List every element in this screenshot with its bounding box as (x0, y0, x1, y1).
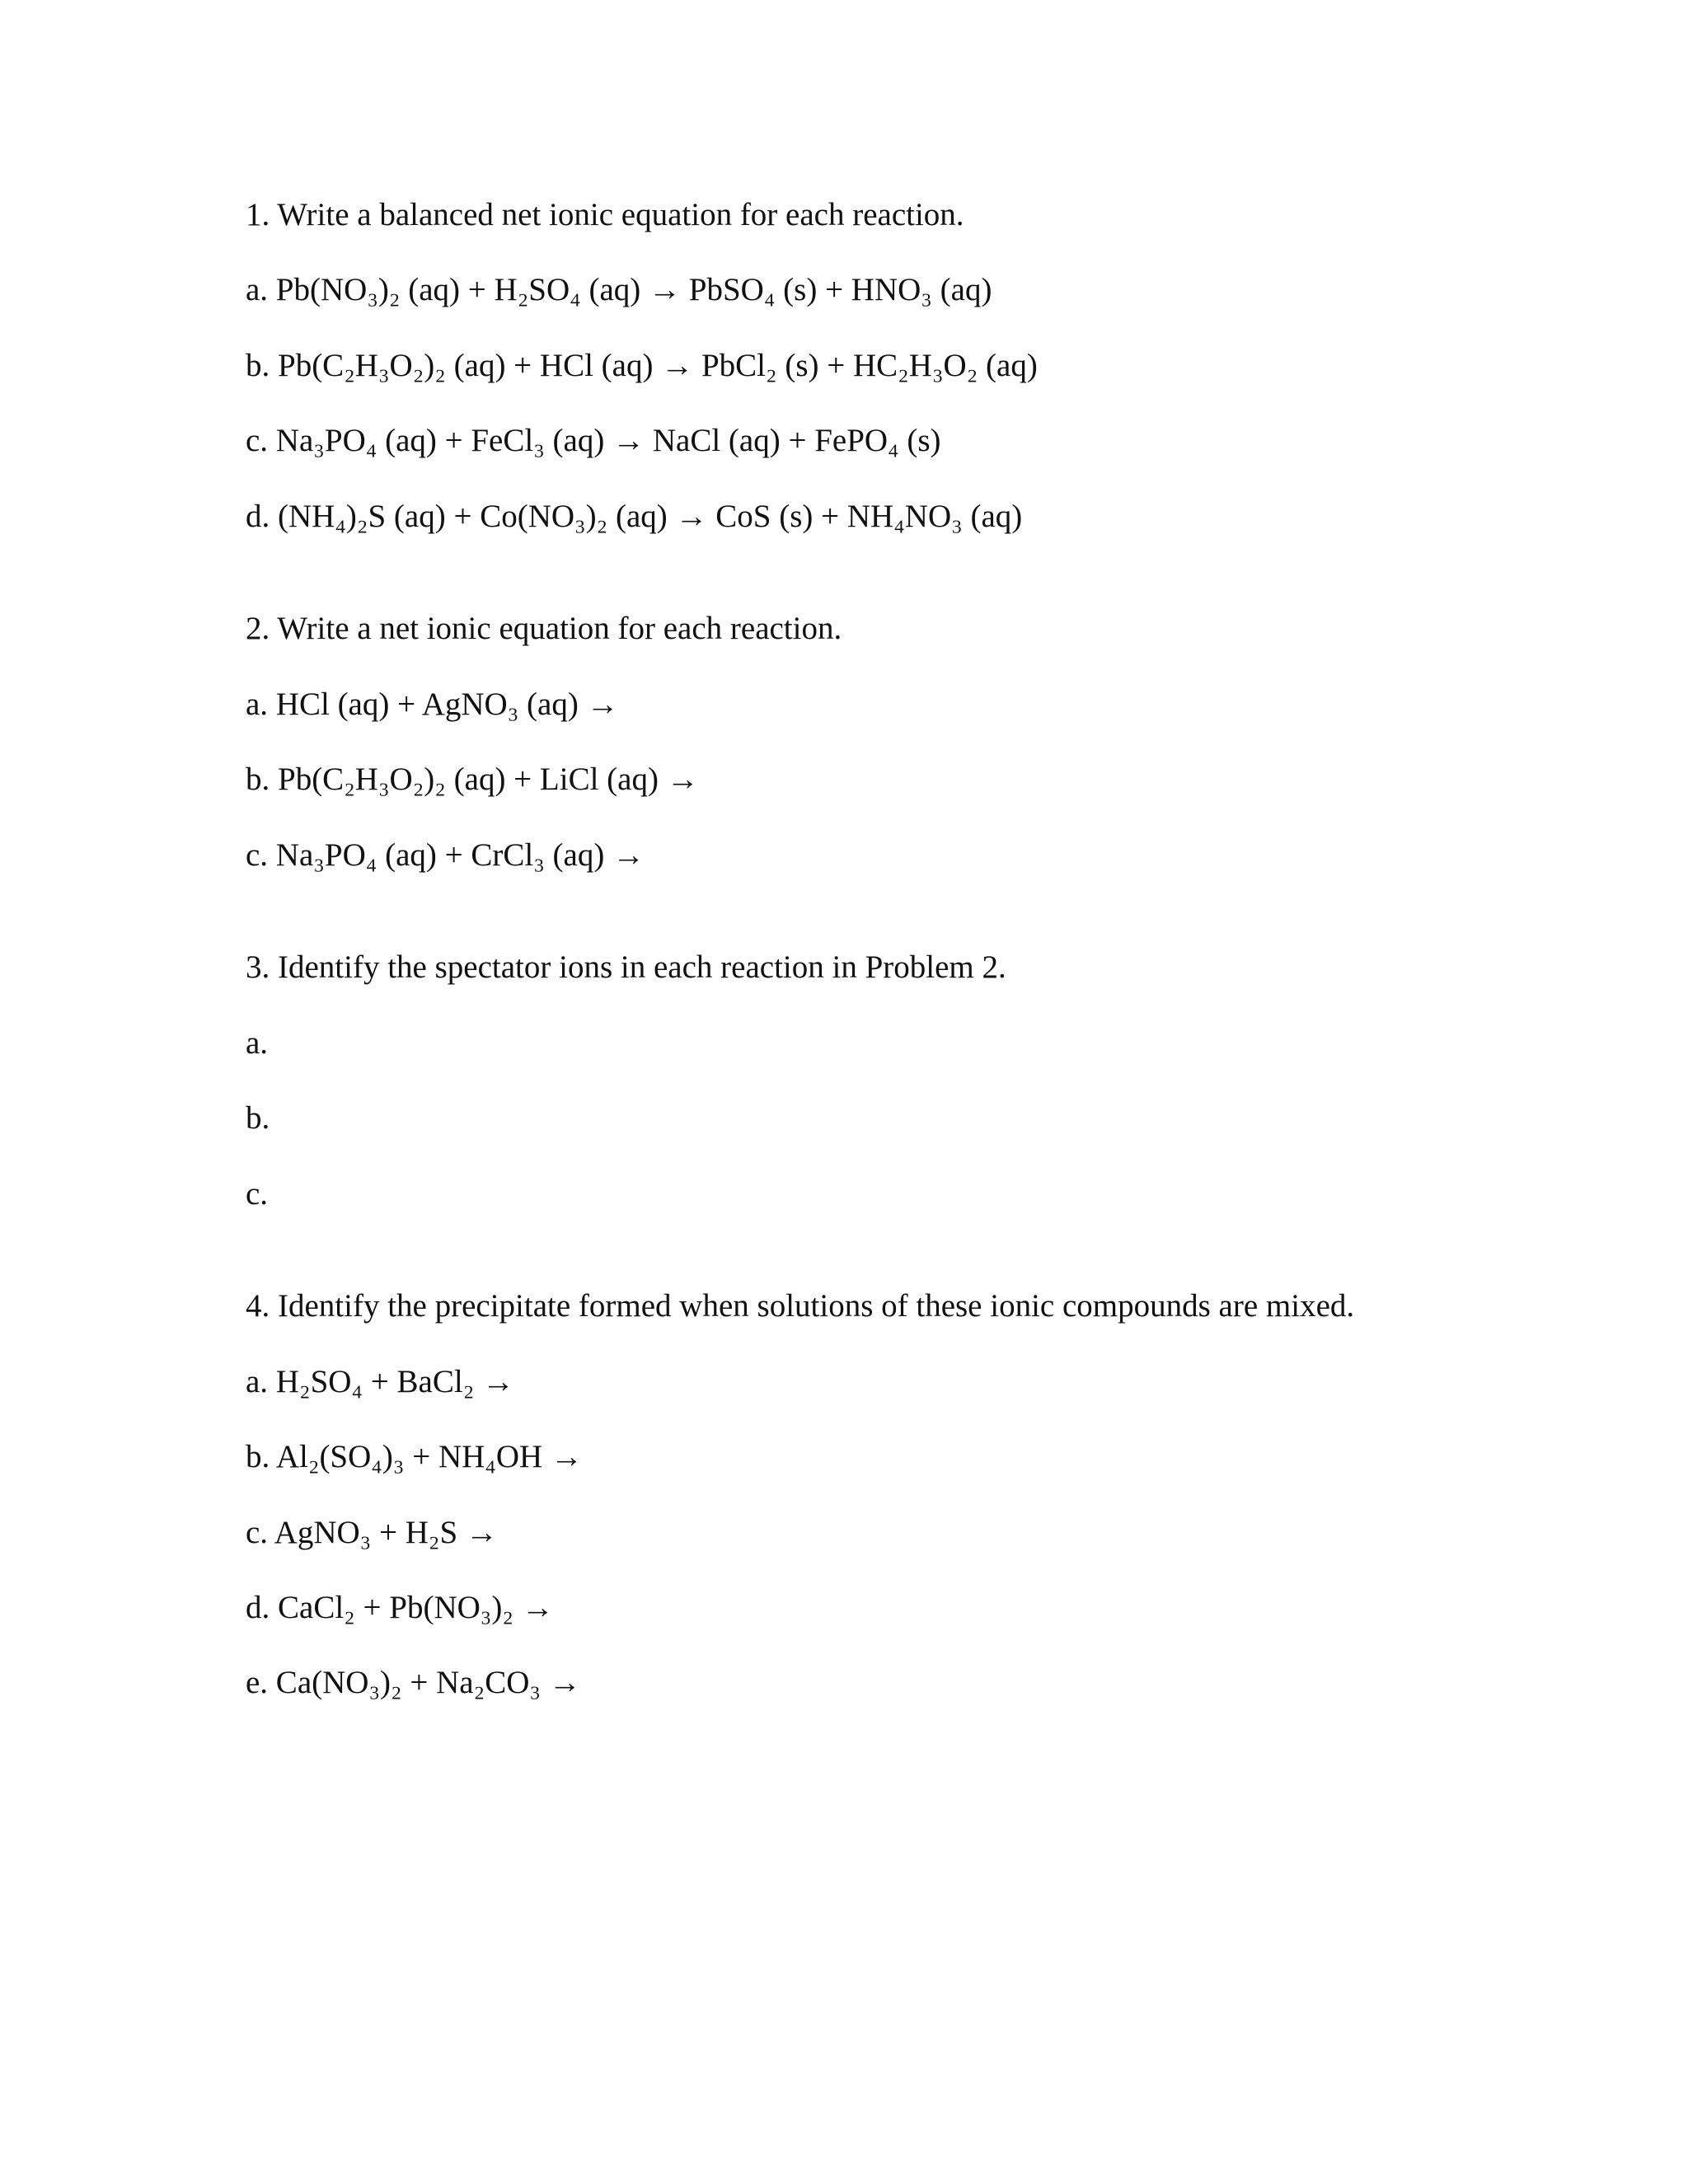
question-2-item-a: a. HCl (aq) + AgNO₃ (aq) → (246, 687, 619, 722)
question-4-item-a: a. H₂SO₄ + BaCl₂ → (246, 1364, 515, 1399)
question-4-prompt: 4. Identify the precipitate formed when solutions of these ionic compounds are mixed. (246, 1288, 1355, 1324)
question-1-item-b: b. Pb(C₂H₃O₂)₂ (aq) + HCl (aq) → PbCl₂ (s) + HC₂H₃O₂ (aq) (246, 348, 1038, 383)
question-3-item-b: b. (246, 1100, 270, 1136)
question-4-item-c: c. AgNO₃ + H₂S → (246, 1515, 498, 1550)
question-2-item-c: c. Na₃PO₄ (aq) + CrCl₃ (aq) → (246, 837, 645, 873)
question-1-prompt: 1. Write a balanced net ionic equation for each reaction. (246, 197, 964, 232)
question-1-item-c: c. Na₃PO₄ (aq) + FeCl₃ (aq) → NaCl (aq) + FePO₄ (s) (246, 423, 941, 458)
question-4-item-e: e. Ca(NO₃)₂ + Na₂CO₃ → (246, 1665, 581, 1700)
question-1-item-a: a. Pb(NO₃)₂ (aq) + H₂SO₄ (aq) → PbSO₄ (s) + HNO₃ (aq) (246, 272, 992, 307)
question-3-item-c: c. (246, 1176, 269, 1212)
question-3-item-a: a. (246, 1025, 269, 1061)
question-4-item-b: b. Al₂(SO₄)₃ + NH₄OH → (246, 1439, 583, 1474)
question-1-item-d: d. (NH₄)₂S (aq) + Co(NO₃)₂ (aq) → CoS (s) + NH₄NO₃ (aq) (246, 499, 1023, 534)
question-2-item-b: b. Pb(C₂H₃O₂)₂ (aq) + LiCl (aq) → (246, 762, 699, 797)
question-2-prompt: 2. Write a net ionic equation for each reaction. (246, 611, 842, 646)
question-4-item-d: d. CaCl₂ + Pb(NO₃)₂ → (246, 1590, 554, 1625)
question-3-prompt: 3. Identify the spectator ions in each reaction in Problem 2. (246, 949, 1006, 985)
